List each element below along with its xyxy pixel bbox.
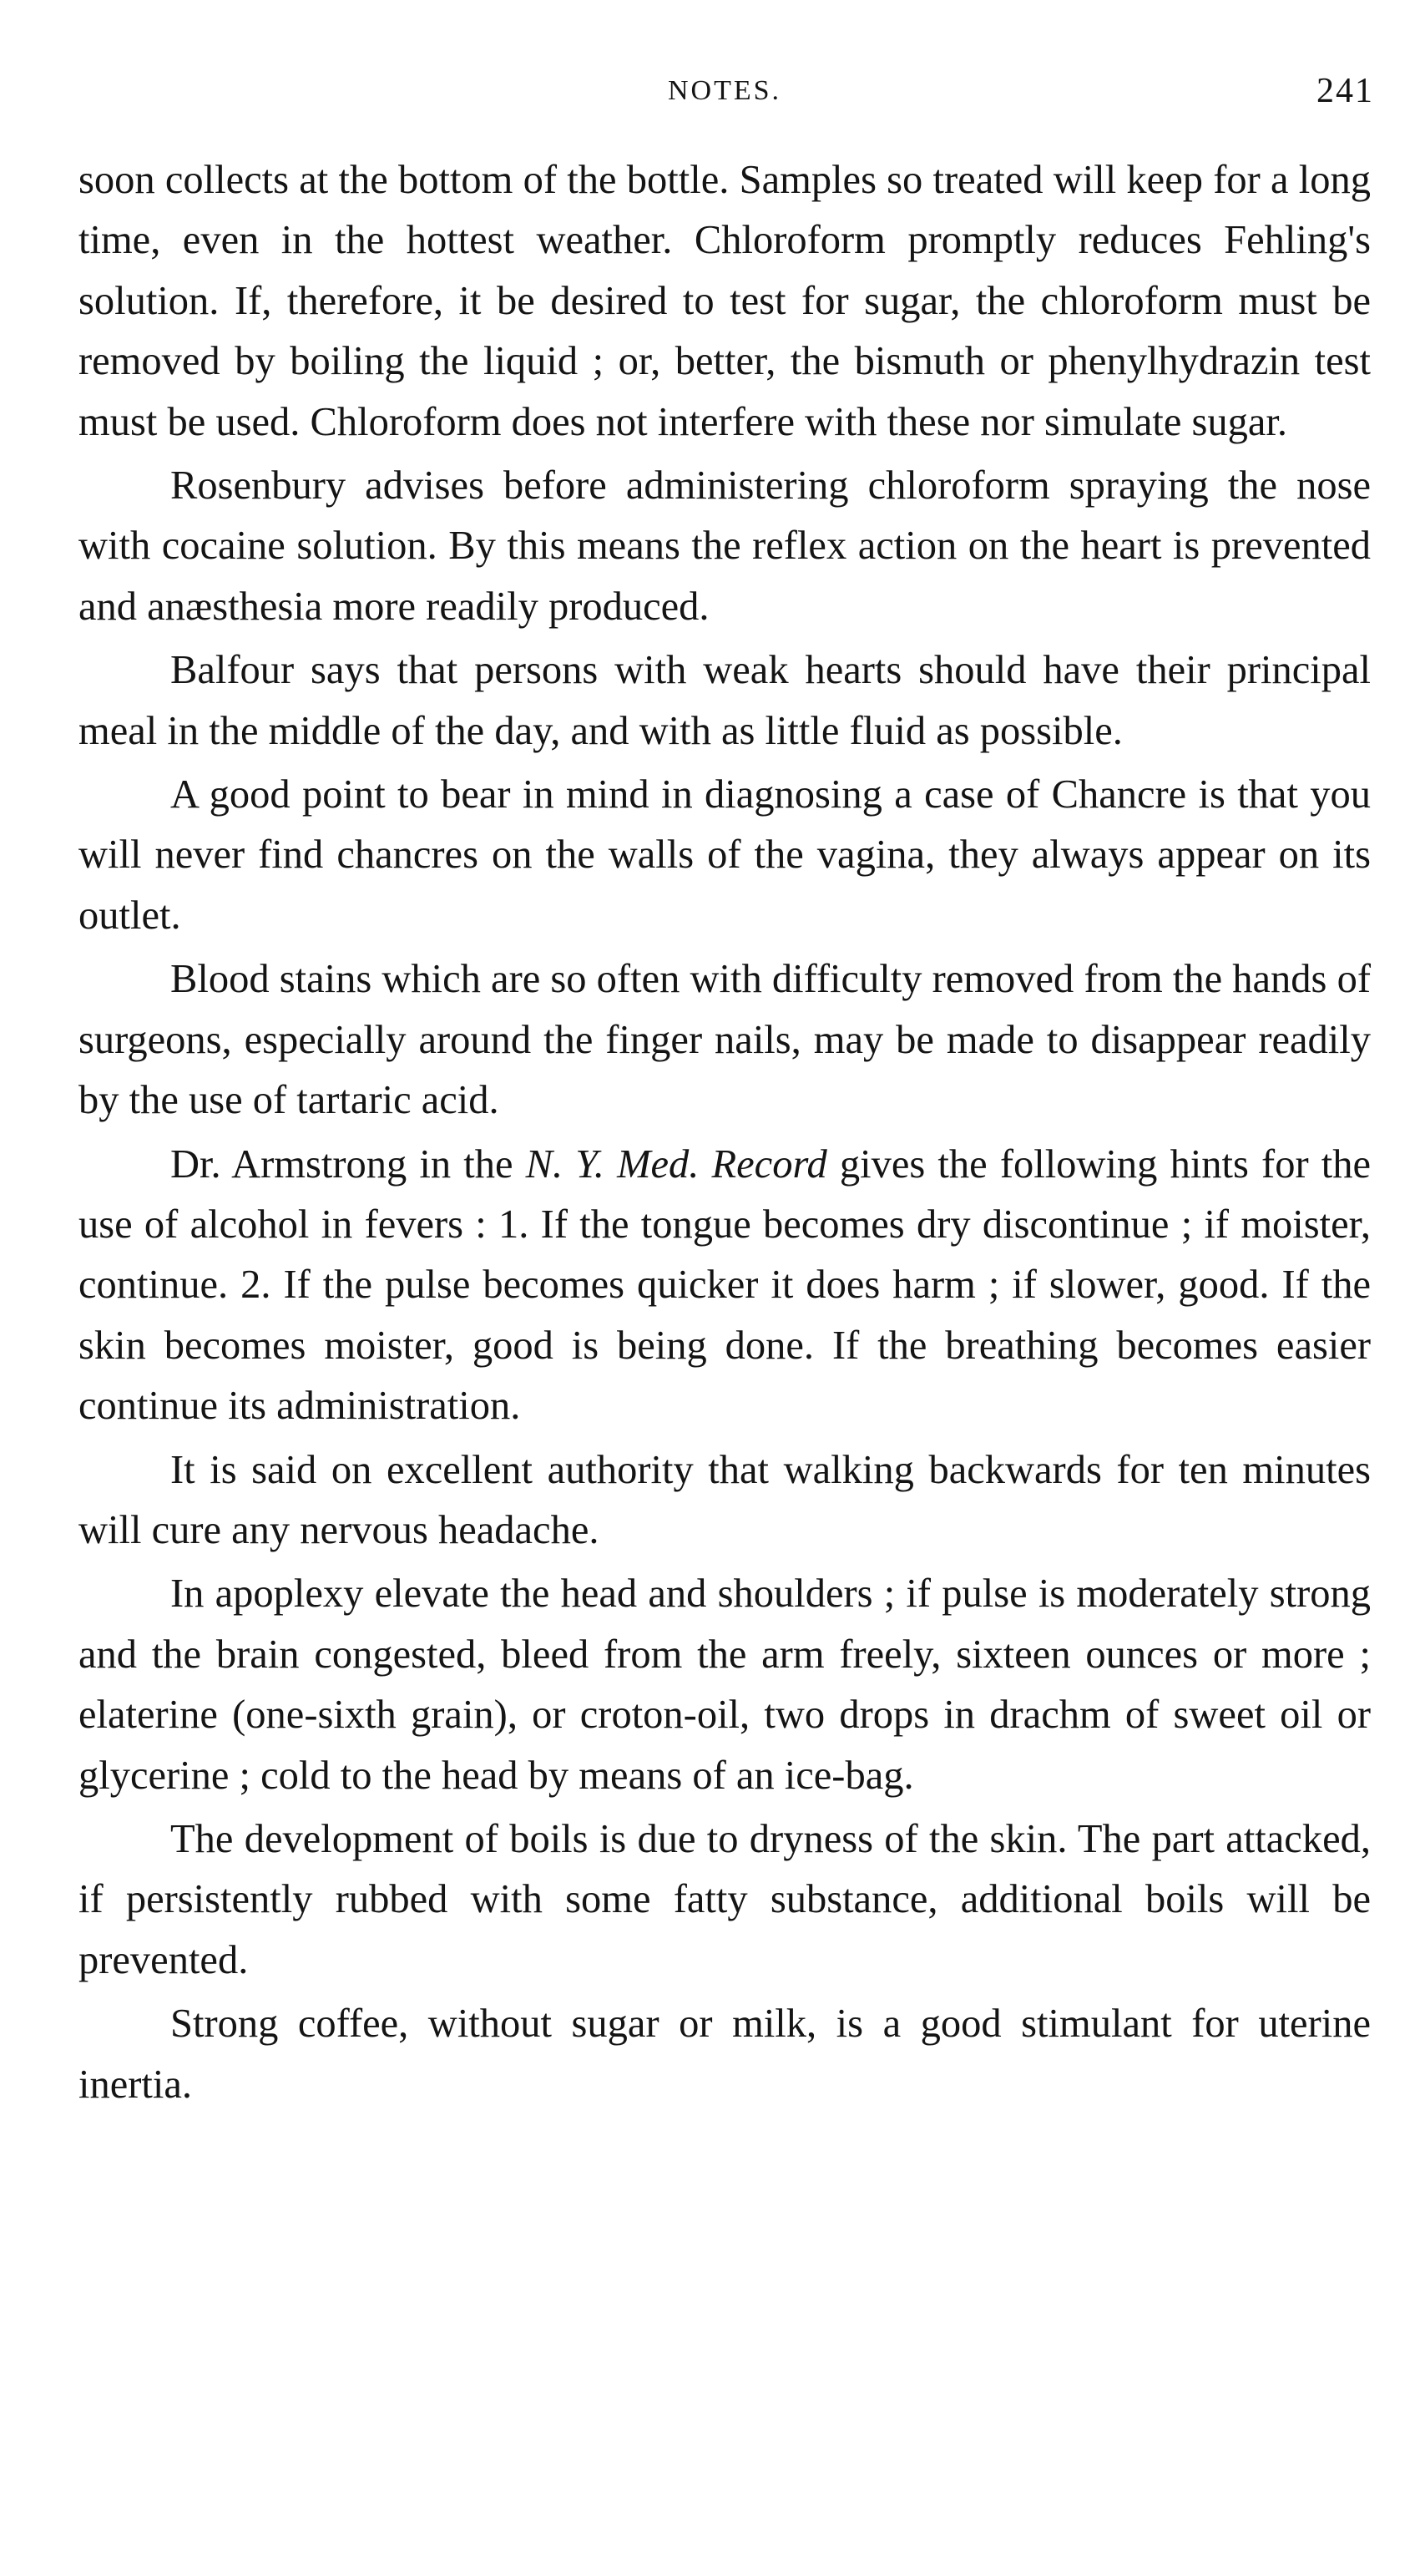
armstrong-text-after: gives the following hints for the use of alcohol in fevers : 1. If the tongue becomes dry discontinue ; if moister, continue. 2. If the pulse becomes quicker it does harm ; if slower, good. If the skin becomes moister, good is being done. If the breathing becomes easier continue its administration. — [78, 1141, 1371, 1429]
paragraph-balfour: Balfour says that persons with weak hearts should have their principal meal in the middle of the day, and with as little fluid as possible. — [78, 648, 1371, 753]
armstrong-text-before: Dr. Armstrong in the — [170, 1141, 526, 1187]
page-number: 241 — [1316, 72, 1374, 110]
paragraph-blood-stains: Blood stains which are so often with difficulty removed from the hands of surgeons, especially around the finger nails, may be made to disappear readily by the use of tartaric acid. — [78, 957, 1371, 1123]
journal-title: N. Y. Med. Record — [525, 1141, 827, 1187]
paragraph-boils: The development of boils is due to dryness of the skin. The part attacked, if persistently rubbed with some fatty substance, additional boils will be prevented. — [78, 1816, 1371, 1982]
paragraph-walking-backwards: It is said on excellent authority that walking backwards for ten minutes will cure any nervous headache. — [78, 1447, 1371, 1552]
paragraph-strong-coffee: Strong coffee, without sugar or milk, is a good stimulant for uterine inertia. — [78, 2002, 1371, 2107]
paragraph-chloroform-samples: soon collects at the bottom of the bottle. Samples so treated will keep for a long time, even in the hottest weather. Chloroform promptly reduces Fehling's solution. If, therefore, it be desired to test for sugar, the chloroform must be removed by boiling the liquid ; or, better, the bismuth or phenylhydrazin test must be used. Chloroform does not interfere with these nor simulate sugar. — [78, 158, 1371, 444]
body-text — [78, 150, 1371, 2118]
paragraph-chancre: A good point to bear in mind in diagnosing a case of Chancre is that you will never find chancres on the walls of the vagina, they always appear on its outlet. — [78, 772, 1371, 938]
paragraph-apoplexy: In apoplexy elevate the head and shoulders ; if pulse is moderately strong and the brain congested, bleed from the arm freely, sixteen ounces or more ; elaterine (one-sixth grain), or croton-oil, two drops in drachm of sweet oil or glycerine ; cold to the head by means of an ice-bag. — [78, 1571, 1371, 1798]
paragraph-rosenbury: Rosenbury advises before administering chloroform spraying the nose with cocaine solution. By this means the reflex action on the heart is prevented and anæsthesia more readily produced. — [78, 463, 1371, 629]
paragraph-armstrong — [78, 1135, 1371, 1437]
running-head — [75, 62, 1374, 120]
running-title: NOTES. — [667, 75, 782, 106]
